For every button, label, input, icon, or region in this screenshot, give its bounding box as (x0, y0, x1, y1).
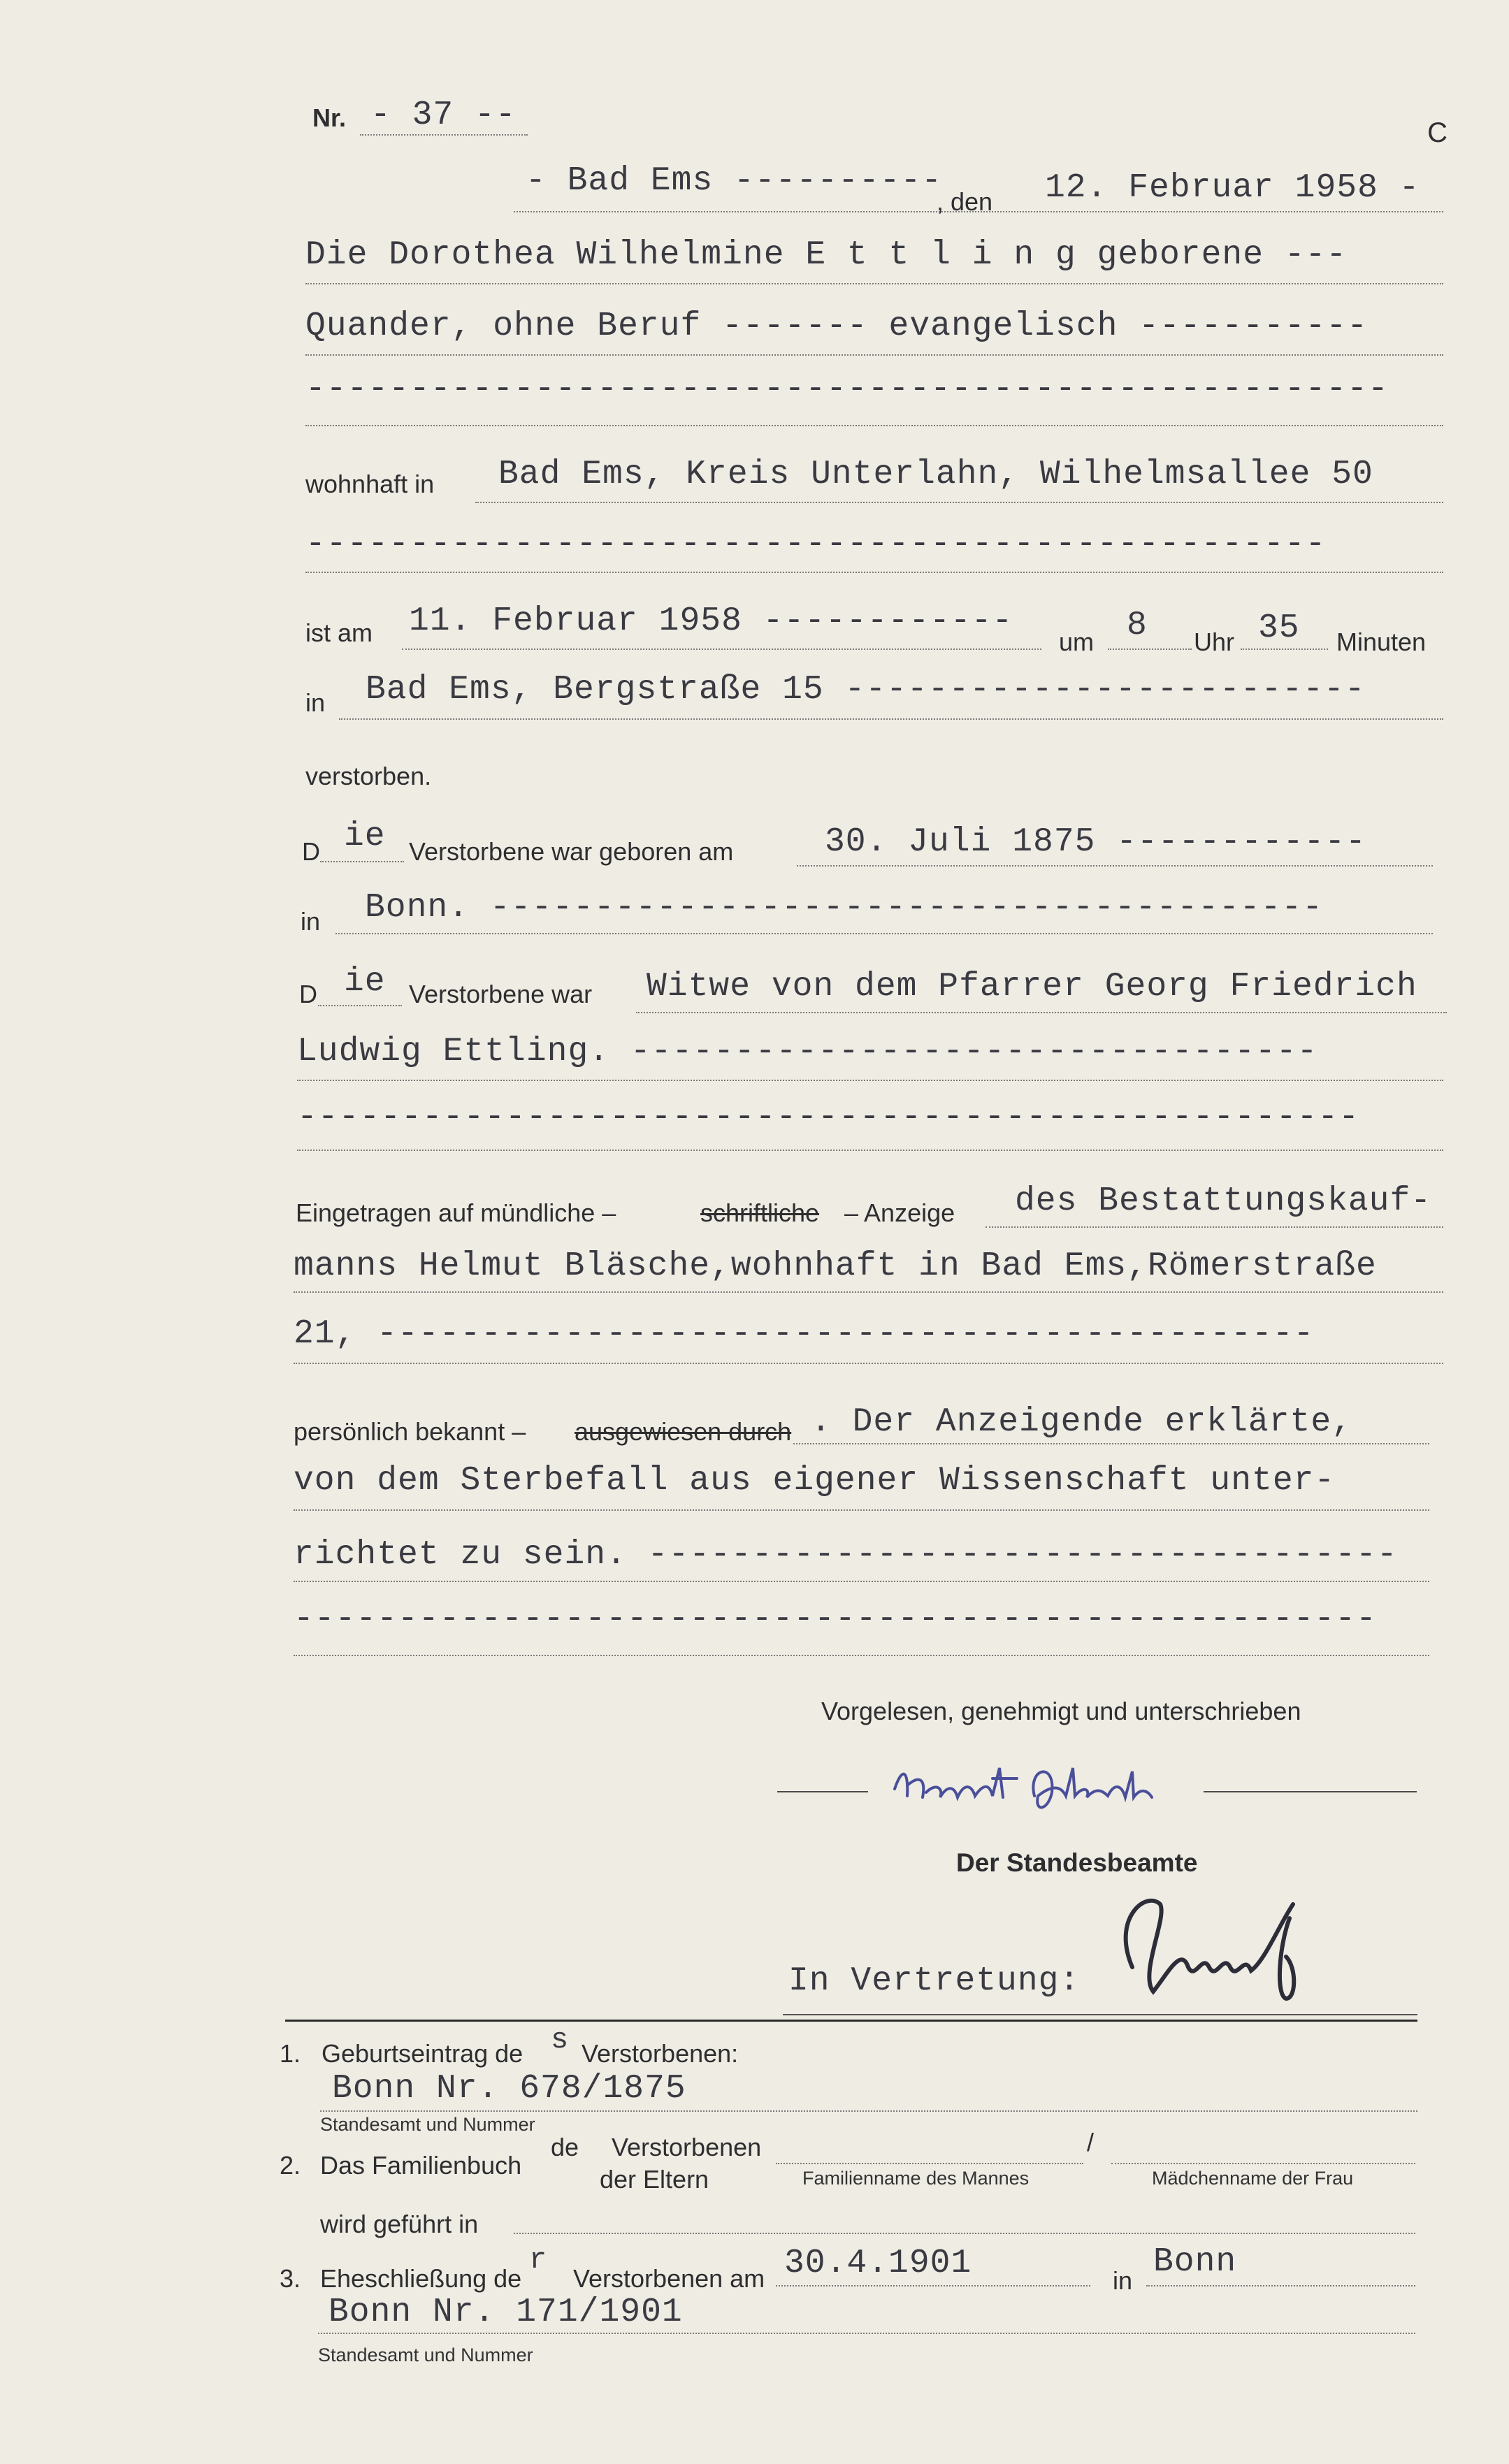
birth-in-label: in (301, 907, 321, 936)
birth-record-ref: Bonn Nr. 678/1875 (332, 2070, 686, 2108)
schriftliche-struck: schriftliche (700, 1198, 820, 1227)
item2-number: 2. (280, 2151, 301, 2180)
minuten-label: Minuten (1336, 628, 1427, 656)
item2-verstorbenen: Verstorbenen (612, 2133, 762, 2161)
ist-am-label: ist am (305, 618, 373, 647)
marriage-place: Bonn (1153, 2243, 1237, 2281)
official-signature (1104, 1876, 1342, 2009)
corner-mark: C (1427, 117, 1447, 148)
item1-caption: Standesamt und Nummer (320, 2114, 535, 2135)
informant-cont: manns Helmut Bläsche,wohnhaft in Bad Ems,Römerstraße (294, 1247, 1377, 1285)
eingetragen-label: Eingetragen auf mündliche – (296, 1198, 616, 1227)
ausgewiesen-struck: ausgewiesen durch (575, 1417, 792, 1446)
item3-label-2: Verstorbenen am (573, 2264, 765, 2293)
statement-3: ---------------------------------------------------- (294, 1600, 1377, 1638)
informant-cont-2: 21, --------------------------------------------- (294, 1315, 1315, 1353)
occupation-cont: Ludwig Ettling. --------------------------------- (297, 1033, 1318, 1071)
marriage-record-ref: Bonn Nr. 171/1901 (328, 2293, 683, 2331)
d-label: D (302, 837, 320, 866)
anzeige-label: – Anzeige (844, 1198, 955, 1227)
gender-suffix-2: ie (344, 963, 386, 1001)
name-line: Die Dorothea Wilhelmine E t t l i n g geborene --- (305, 236, 1348, 274)
death-minutes: 35 (1258, 609, 1300, 647)
item2-de: de (551, 2133, 579, 2161)
informant: des Bestattungskauf- (1015, 1182, 1432, 1220)
vorgelesen-text: Vorgelesen, genehmigt und unterschrieben (821, 1697, 1301, 1725)
item3-in: in (1113, 2266, 1133, 2295)
registry-place: - Bad Ems ---------- (526, 162, 943, 200)
name-line-3: ---------------------------------------------------- (305, 370, 1389, 408)
item2-caption-husband: Familienname des Mannes (802, 2168, 1030, 2189)
den-label: , den (937, 187, 993, 216)
uhr-label: Uhr (1194, 628, 1235, 656)
record-number-label: Nr. (312, 103, 347, 132)
in-label: in (305, 688, 326, 717)
geboren-label: Verstorbene war geboren am (409, 837, 734, 866)
verstorben-label: verstorben. (305, 762, 432, 790)
occupation-status: Witwe von dem Pfarrer Georg Friedrich (647, 968, 1417, 1006)
birth-place: Bonn. ---------------------------------------- (365, 889, 1324, 927)
item2-slash: / (1087, 2128, 1095, 2157)
declaration: . Der Anzeigende erklärte, (811, 1403, 1352, 1441)
item1-suffix: s (551, 2023, 570, 2057)
d-label-2: D (299, 980, 317, 1008)
standesbeamte-label: Der Standesbeamte (956, 1848, 1198, 1877)
marriage-date: 30.4.1901 (784, 2245, 972, 2282)
death-place: Bad Ems, Bergstraße 15 ------------------------- (366, 671, 1366, 709)
um-label: um (1059, 628, 1095, 656)
death-date: 11. Februar 1958 ------------ (409, 602, 1013, 640)
statement-1: von dem Sterbefall aus eigener Wissenschaft unter- (294, 1462, 1336, 1500)
item2-wird: wird geführt in (320, 2210, 479, 2238)
item1-label-2: Verstorbenen: (582, 2039, 739, 2068)
bekannt-label: persönlich bekannt – (294, 1417, 526, 1446)
occupation-cont-2: --------------------------------------------------- (297, 1099, 1360, 1136)
item1-number: 1. (280, 2039, 301, 2068)
gender-suffix: ie (344, 818, 386, 855)
vertretung-label: In Vertretung: (788, 1962, 1081, 2000)
record-number: - 37 -- (370, 96, 517, 134)
wohnhaft-label: wohnhaft in (305, 470, 435, 498)
registry-date: 12. Februar 1958 - (1045, 169, 1420, 207)
statement-2: richtet zu sein. ------------------------------------ (294, 1536, 1398, 1574)
item3-suffix: r (529, 2243, 548, 2277)
item3-label: Eheschließung de (320, 2264, 522, 2293)
item3-caption: Standesamt und Nummer (318, 2345, 533, 2365)
death-hour: 8 (1127, 607, 1148, 644)
item2-caption-wife: Mädchenname der Frau (1152, 2168, 1354, 2189)
item2-label: Das Familienbuch (320, 2151, 522, 2180)
name-line-2: Quander, ohne Beruf ------- evangelisch ----------- (305, 307, 1369, 345)
informant-signature (888, 1754, 1209, 1817)
residence: Bad Ems, Kreis Unterlahn, Wilhelmsallee 50 (498, 456, 1373, 493)
war-label: Verstorbene war (409, 980, 593, 1008)
item1-label: Geburtseintrag de (322, 2039, 524, 2068)
item2-eltern: der Eltern (600, 2165, 709, 2194)
birth-date: 30. Juli 1875 ------------ (825, 823, 1366, 861)
residence-cont: ------------------------------------------------- (305, 526, 1327, 563)
item3-number: 3. (280, 2264, 301, 2293)
